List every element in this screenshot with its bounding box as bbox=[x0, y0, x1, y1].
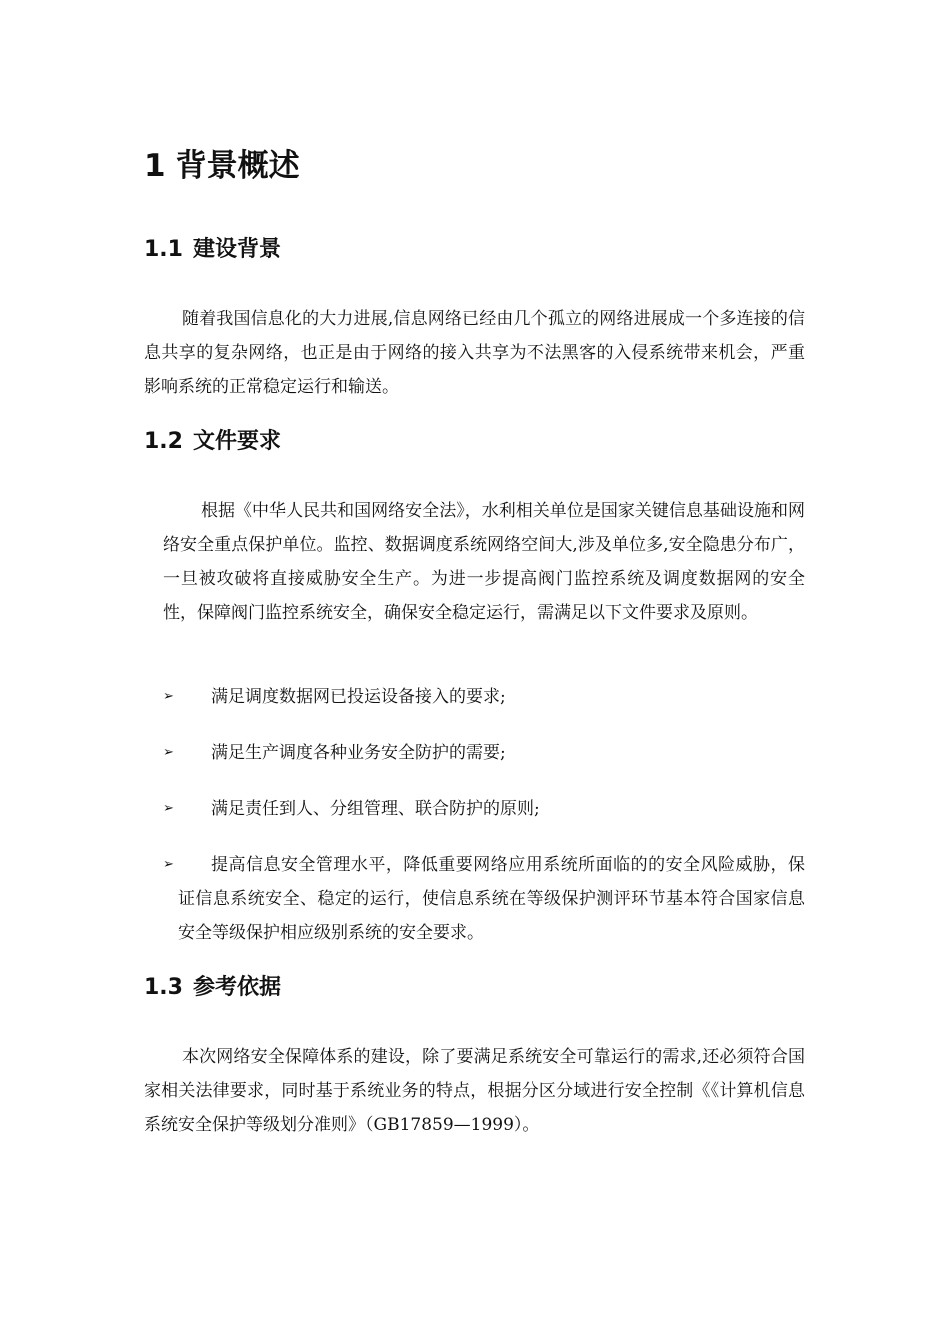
requirement-text: 提高信息安全管理水平，降低重要网络应用系统所面临的的安全风险威胁，保证信息系统安全、稳定的运行，使信息系统在等级保护测评环节基本符合国家信息安全等级保护相应级别系统的安全要求。 bbox=[178, 855, 805, 943]
requirement-text: 满足调度数据网已投运设备接入的要求; bbox=[211, 687, 506, 707]
requirement-list-item bbox=[163, 848, 805, 950]
arrow-bullet-icon: ➢ bbox=[163, 745, 174, 760]
requirement-text: 满足生产调度各种业务安全防护的需要; bbox=[211, 743, 506, 763]
arrow-bullet-icon: ➢ bbox=[163, 857, 174, 872]
section-number: 1.3 bbox=[144, 975, 183, 1000]
requirement-list-item bbox=[163, 792, 805, 826]
section-paragraph-1-1: 随着我国信息化的大力进展,信息网络已经由几个孤立的网络进展成一个多连接的信息共享的复杂网络，也正是由于网络的接入共享为不法黑客的入侵系统带来机会，严重影响系统的正常稳定运行和输送。 bbox=[144, 309, 805, 397]
section-title: 建设背景 bbox=[192, 237, 281, 262]
arrow-bullet-icon: ➢ bbox=[163, 801, 174, 816]
section-paragraph-1-2: 根据《中华人民共和国网络安全法》，水利相关单位是国家关键信息基础设施和网络安全重点保护单位。监控、数据调度系统网络空间大,涉及单位多,安全隐患分布广，一旦被攻破将直接威胁安全生产。为进一步提高阀门监控系统及调度数据网的安全性，保障阀门监控系统安全，确保安全稳定运行，需满足以下文件要求及原则。 bbox=[163, 501, 805, 623]
section-title: 参考依据 bbox=[192, 975, 281, 1000]
section-heading-1-3 bbox=[144, 972, 281, 1004]
section-heading-1-1 bbox=[144, 234, 281, 266]
requirement-list-item bbox=[163, 736, 805, 770]
requirement-text: 满足责任到人、分组管理、联合防护的原则; bbox=[211, 799, 540, 819]
section-heading-1-2 bbox=[144, 426, 281, 458]
arrow-bullet-icon: ➢ bbox=[163, 689, 174, 704]
chapter-number: 1 bbox=[144, 148, 166, 184]
section-number: 1.1 bbox=[144, 237, 183, 262]
chapter-heading bbox=[144, 144, 300, 188]
requirement-list-item bbox=[163, 680, 805, 714]
section-number: 1.2 bbox=[144, 429, 183, 454]
section-title: 文件要求 bbox=[192, 429, 281, 454]
chapter-title: 背景概述 bbox=[175, 148, 300, 184]
section-paragraph-1-3: 本次网络安全保障体系的建设，除了要满足系统安全可靠运行的需求,还必须符合国家相关法律要求，同时基于系统业务的特点，根据分区分域进行安全控制《《计算机信息系统安全保护等级划分准则》（GB17859—1999）。 bbox=[144, 1047, 805, 1135]
